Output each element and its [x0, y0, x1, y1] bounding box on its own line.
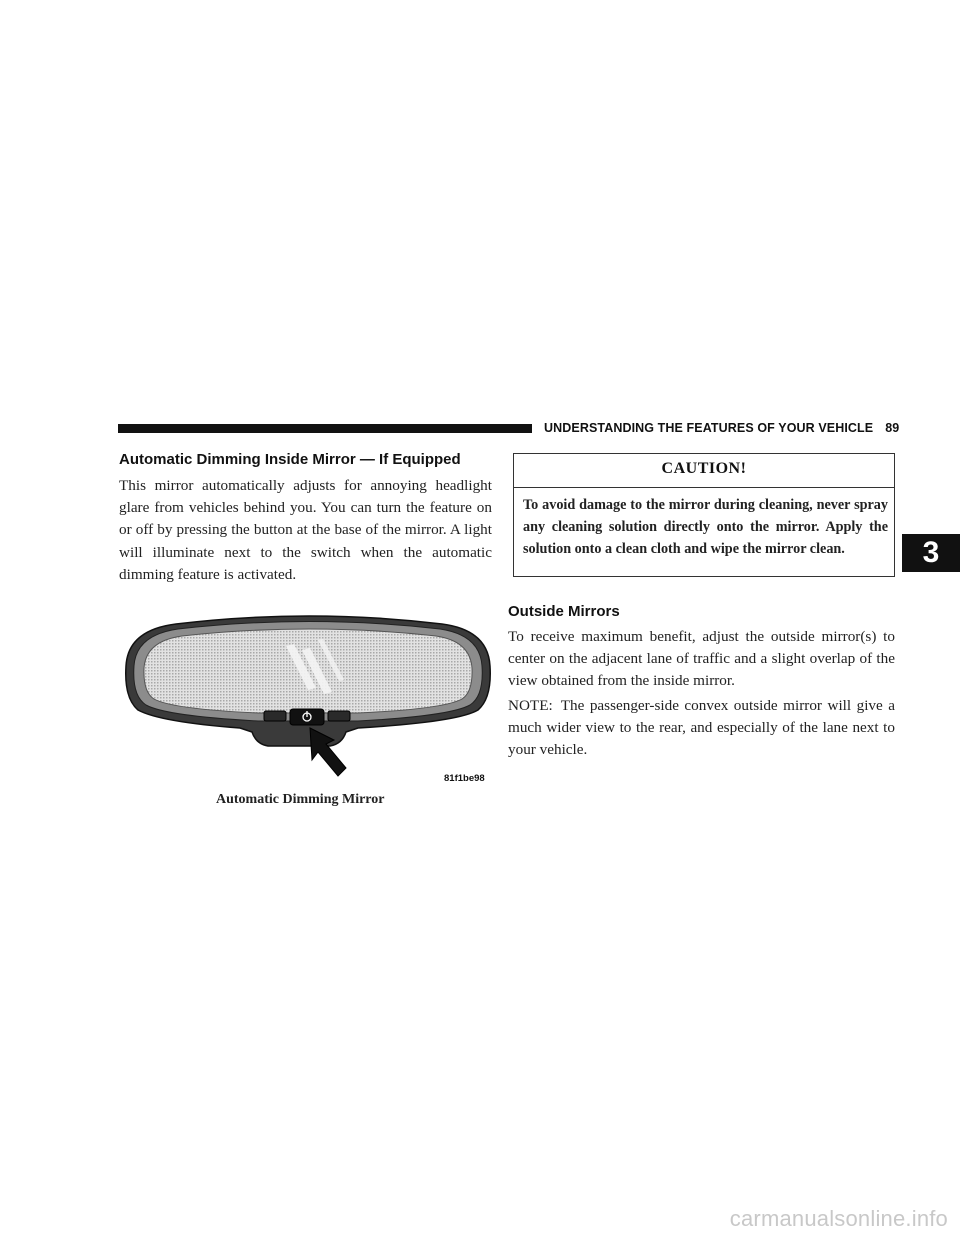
- caution-text: To avoid damage to the mirror during cleaning, never spray any cleaning solution directly onto the mirror. Apply the solution onto a clean cloth and wipe the mirror clean.: [523, 497, 888, 557]
- note-paragraph: [508, 695, 895, 762]
- watermark: carmanualsonline.info: [729, 1206, 948, 1231]
- mirror-illustration: [118, 610, 500, 785]
- figure-caption: Automatic Dimming Mirror: [216, 792, 385, 807]
- running-header: [544, 421, 899, 435]
- header-title: UNDERSTANDING THE FEATURES OF YOUR VEHICLE: [544, 421, 874, 435]
- caution-title: CAUTION!: [661, 460, 747, 477]
- page-number: 89: [885, 421, 900, 435]
- caution-divider: [514, 487, 894, 488]
- caution-box: [513, 453, 895, 577]
- section-heading-dimming-mirror: Automatic Dimming Inside Mirror — If Equipped: [119, 451, 461, 468]
- dimming-mirror-paragraph: This mirror automatically adjusts for annoying headlight glare from vehicles behind you. You can turn the feature on or off by pressing the button at the base of the mirror. A light will illuminate next to the switch when the automatic dimming feature is activated.: [119, 477, 492, 583]
- section-heading-outside-mirrors: Outside Mirrors: [508, 603, 620, 620]
- note-text: The passenger-side convex outside mirror will give a much wider view to the rear, and especially of the lane next to your vehicle.: [508, 697, 895, 759]
- header-rule: [118, 424, 532, 433]
- chapter-tab: 3: [902, 534, 960, 572]
- outside-mirrors-paragraph: To receive maximum benefit, adjust the outside mirror(s) to center on the adjacent lane of traffic and a slight overlap of the view obtained from the inside mirror.: [508, 628, 895, 690]
- mirror-figure: [118, 610, 500, 785]
- note-label: NOTE:: [508, 697, 553, 714]
- figure-code: 81f1be98: [444, 773, 485, 784]
